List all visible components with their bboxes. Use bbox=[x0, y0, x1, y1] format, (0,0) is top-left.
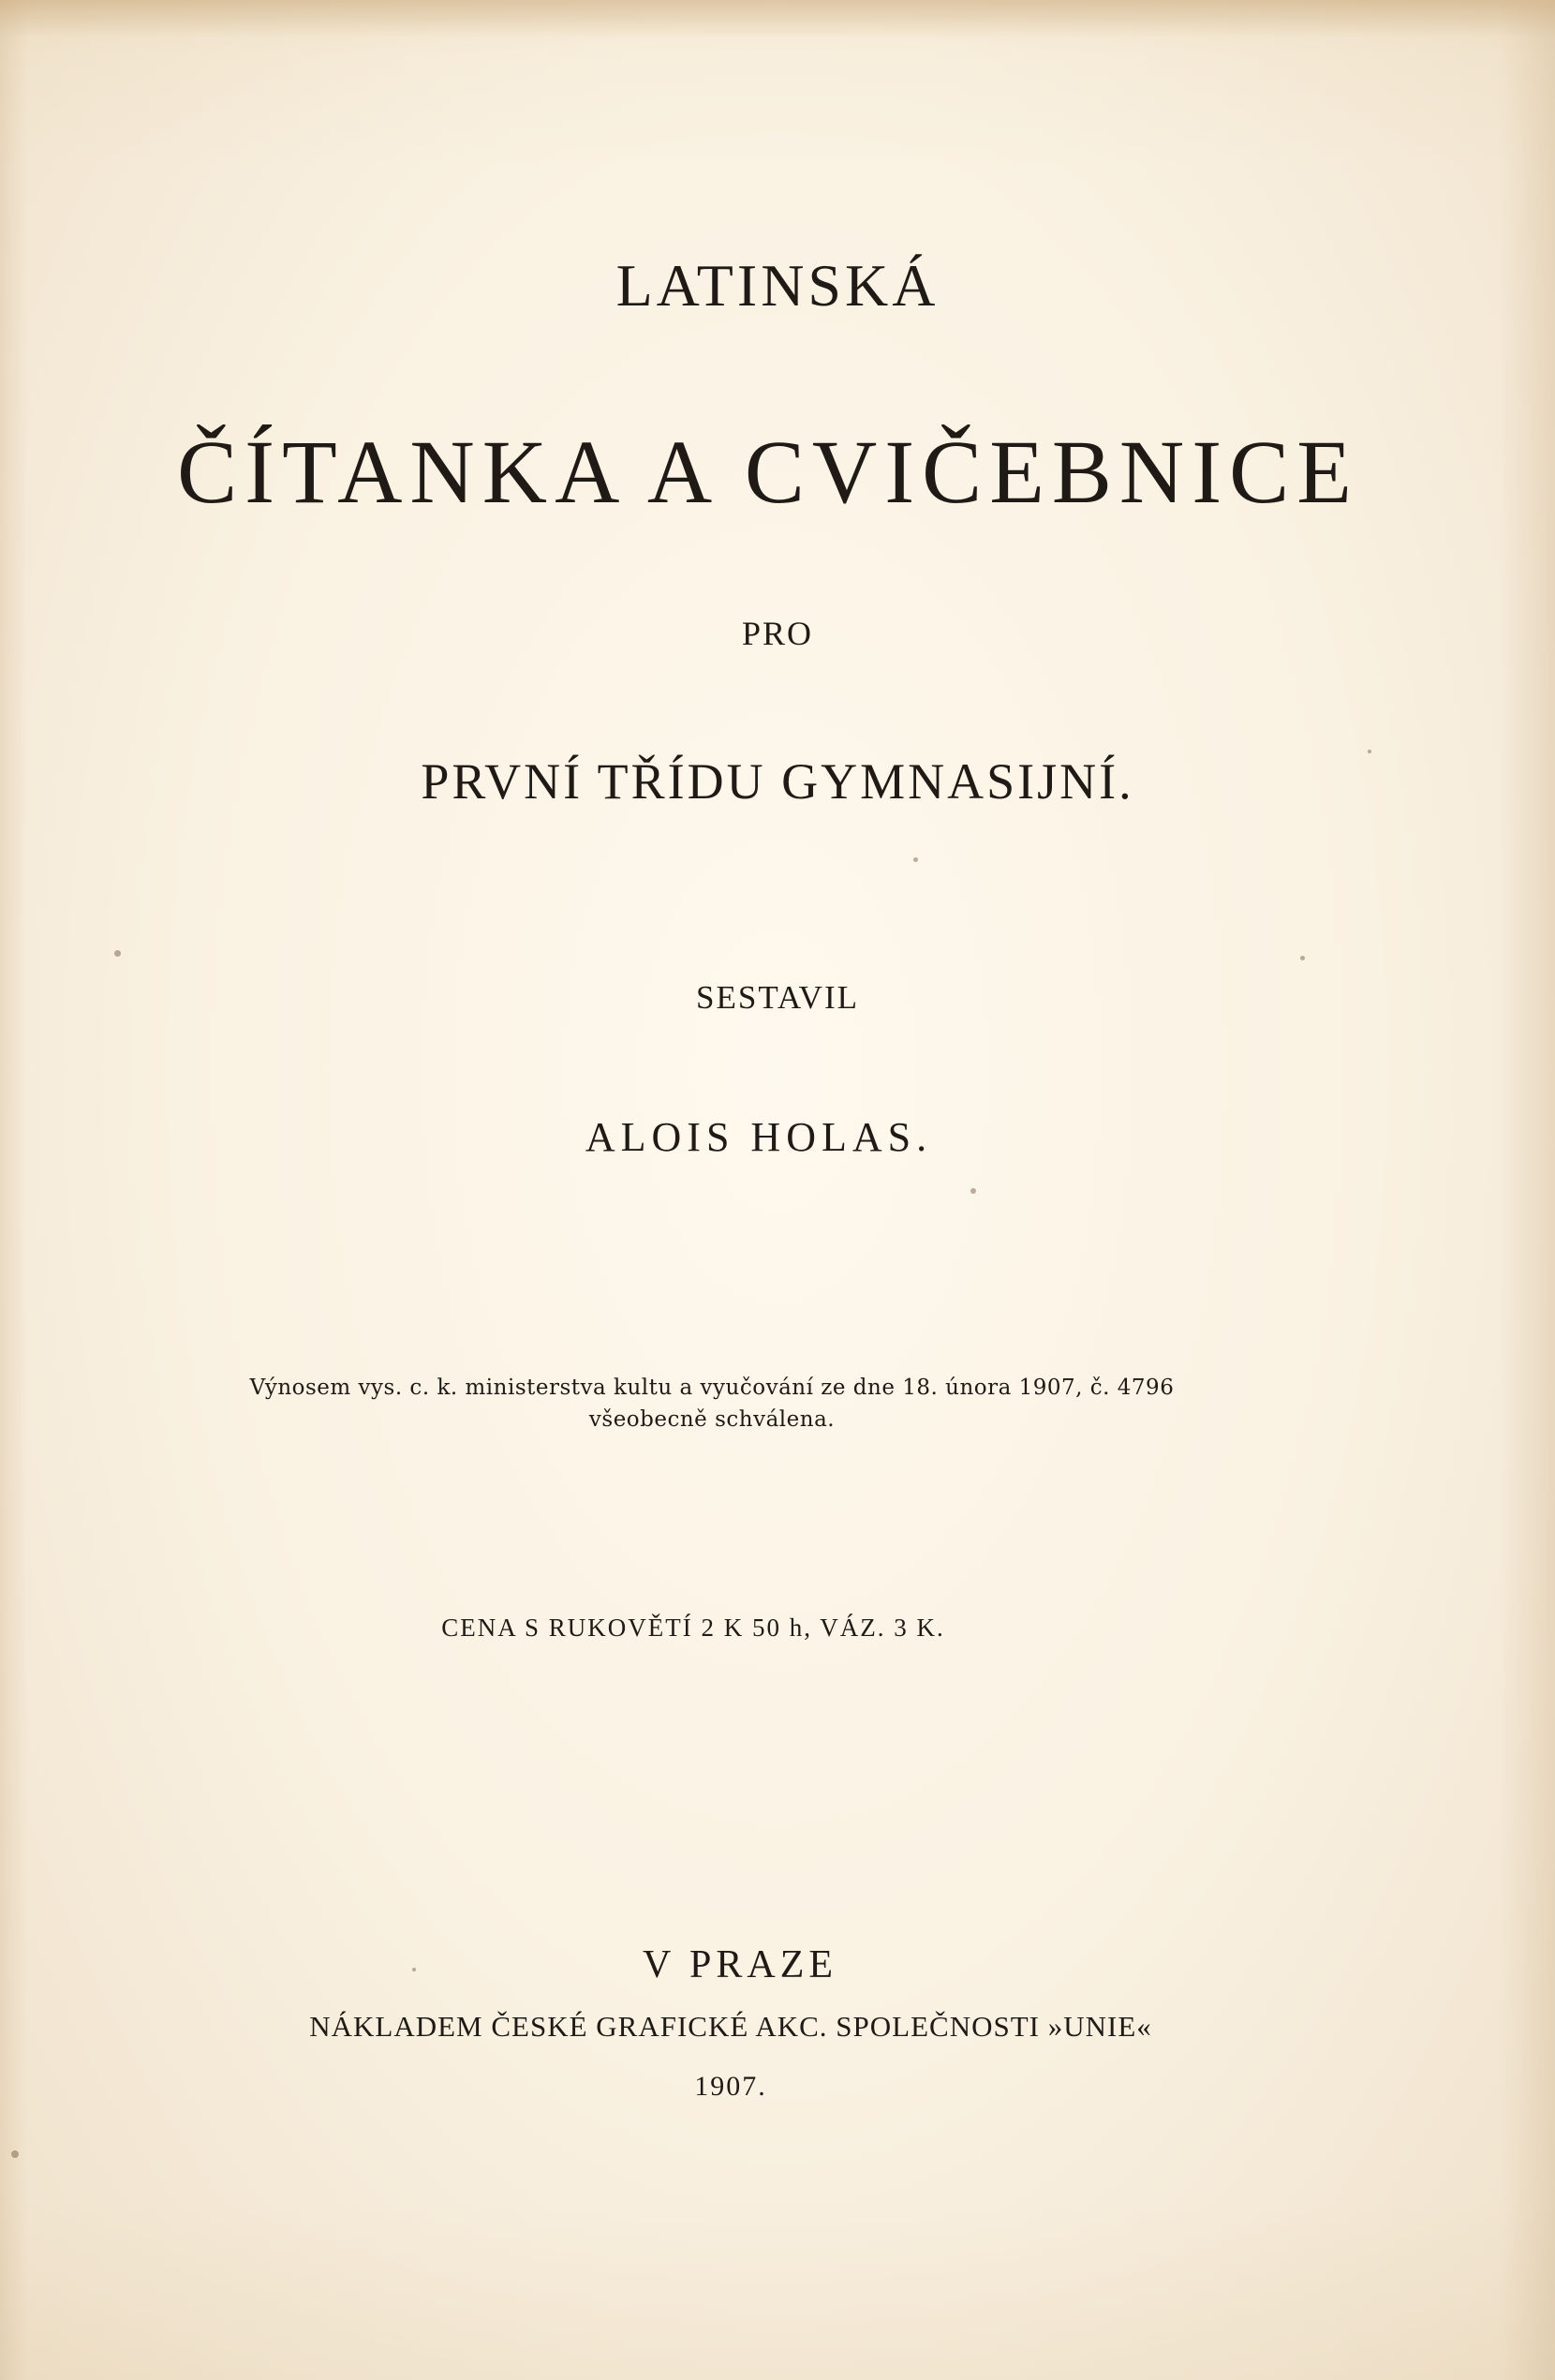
title-line-2: ČÍTANKA A CVIČEBNICE bbox=[177, 422, 1359, 522]
paper-speck bbox=[11, 2150, 19, 2158]
compiled-by-label: SESTAVIL bbox=[696, 979, 859, 1016]
paper-speck bbox=[114, 950, 121, 957]
paper-top-edge-stain bbox=[0, 0, 1555, 37]
author-name: ALOIS HOLAS. bbox=[585, 1114, 933, 1160]
publisher: NÁKLADEM ČESKÉ GRAFICKÉ AKC. SPOLEČNOSTI »UNIE« bbox=[309, 2010, 1152, 2043]
approval-note-line-1: Výnosem vys. c. k. ministerstva kultu a vyučování ze dne 18. února 1907, č. 4796 bbox=[249, 1376, 1175, 1400]
subtitle-grade: PRVNÍ TŘÍDU GYMNASIJNÍ. bbox=[421, 753, 1134, 810]
paper-speck bbox=[970, 1188, 976, 1194]
paper-speck bbox=[913, 857, 918, 862]
title-line-1: LATINSKÁ bbox=[615, 252, 940, 319]
publication-place: V PRAZE bbox=[642, 1943, 838, 1986]
price-note: CENA S RUKOVĚTÍ 2 K 50 h, VÁZ. 3 K. bbox=[441, 1614, 945, 1642]
subtitle-pro: PRO bbox=[741, 615, 814, 652]
publication-year: 1907. bbox=[694, 2071, 767, 2102]
approval-note-line-2: všeobecně schválena. bbox=[588, 1407, 836, 1432]
paper-speck bbox=[1300, 956, 1305, 960]
